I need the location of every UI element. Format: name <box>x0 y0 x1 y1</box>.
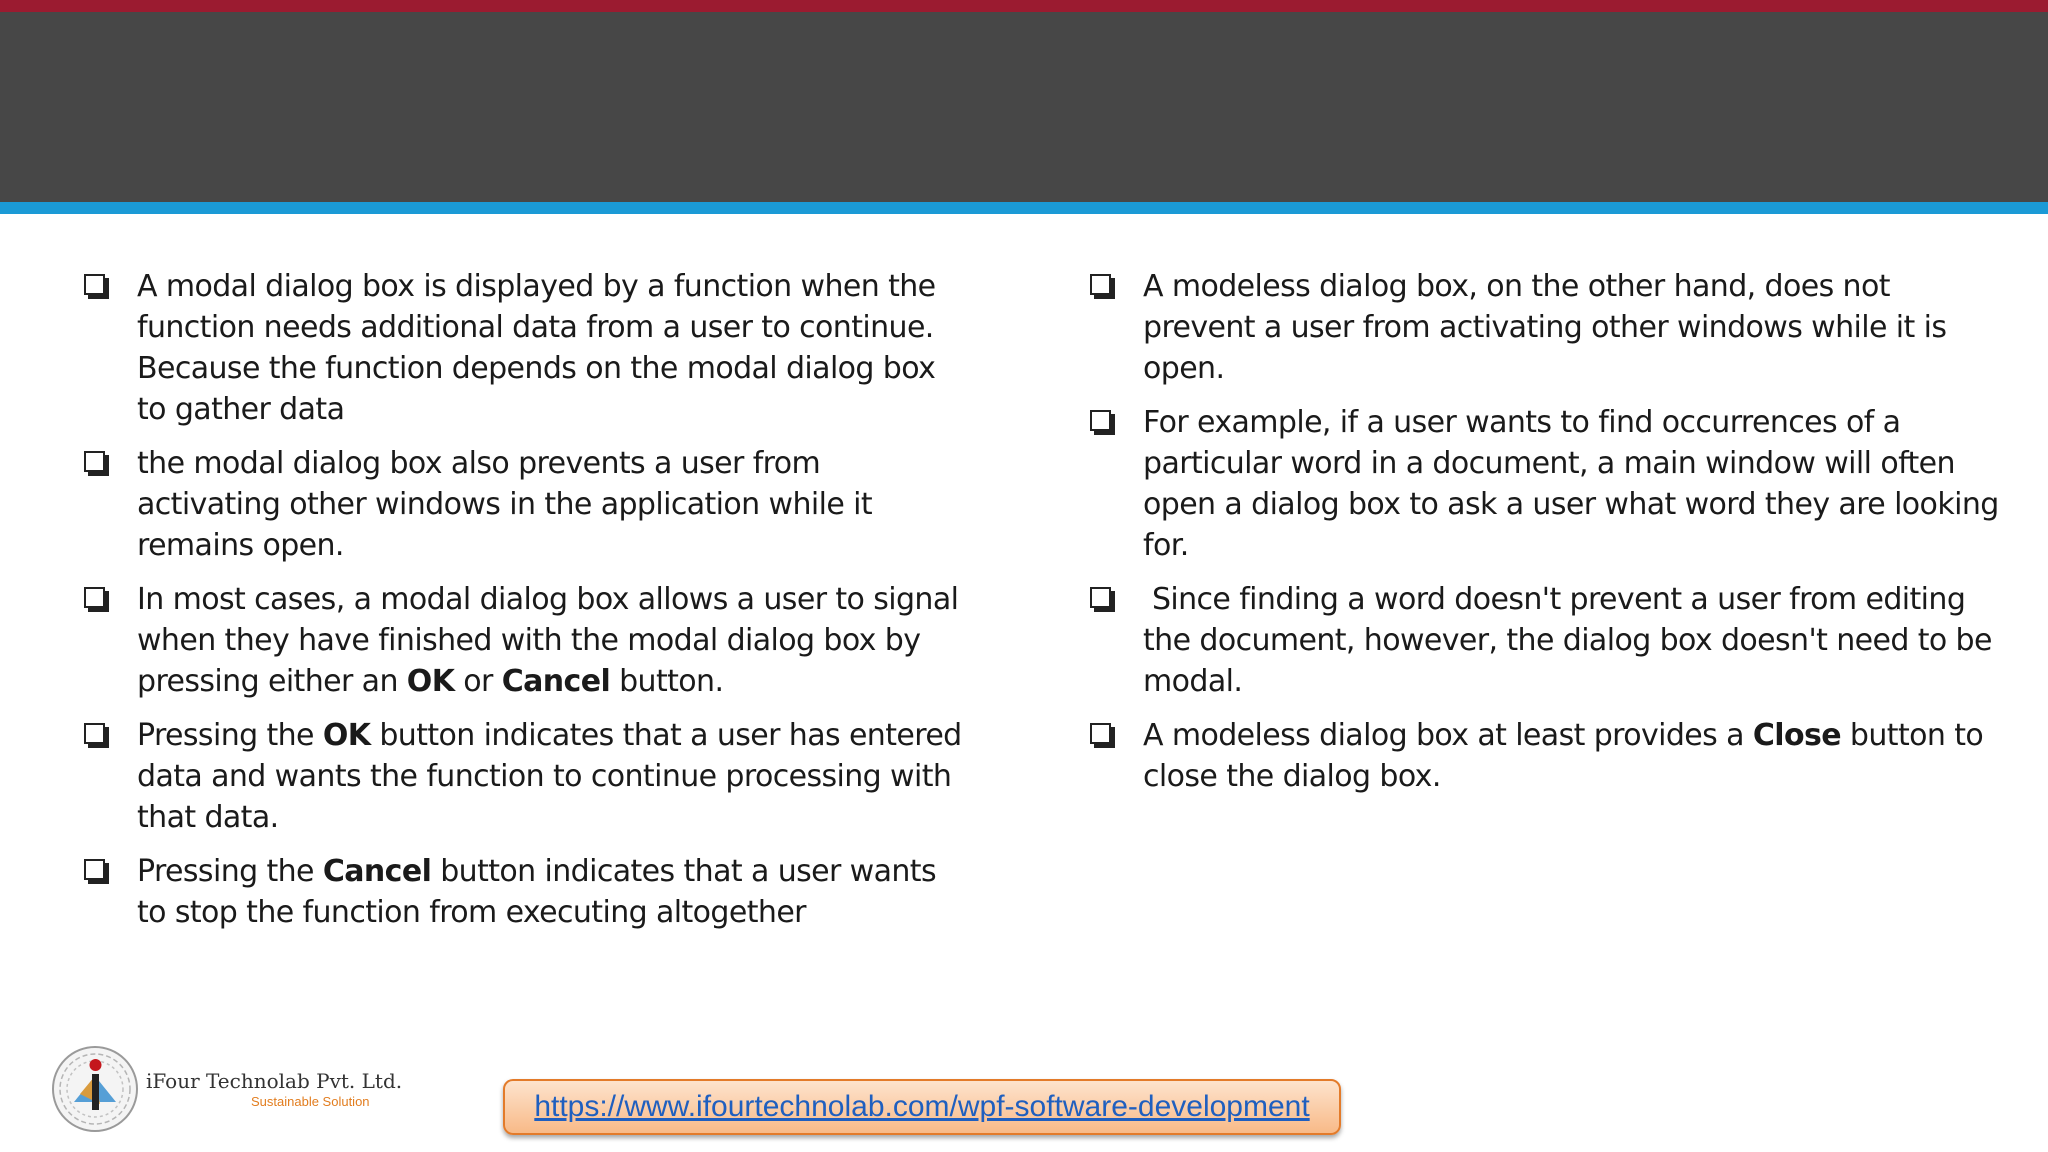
bullet-item: In most cases, a modal dialog box allows a user to signal when they have finished with the modal dialog box by pressing either an OK or Cancel button. <box>84 579 964 702</box>
bullet-item: Pressing the OK button indicates that a user has entered data and wants the function to continue processing with that data. <box>84 715 964 838</box>
ifour-logo-icon <box>50 1044 140 1134</box>
header-band <box>0 12 2048 202</box>
bullet-item: A modeless dialog box, on the other hand, does not prevent a user from activating other windows while it is open. <box>1090 266 2010 389</box>
bullet-item: A modeless dialog box at least provides a Close button to close the dialog box. <box>1090 715 2010 797</box>
left-column <box>84 266 964 946</box>
bullet-item: Since finding a word doesn't prevent a user from editing the document, however, the dialog box doesn't need to be modal. <box>1090 579 2010 702</box>
checkbox-bullet-icon <box>1090 723 1111 744</box>
checkbox-bullet-icon <box>1090 274 1111 295</box>
checkbox-bullet-icon <box>84 859 105 880</box>
bullet-item: the modal dialog box also prevents a user from activating other windows in the application while it remains open. <box>84 443 964 566</box>
checkbox-bullet-icon <box>84 451 105 472</box>
company-tagline: Sustainable Solution <box>251 1094 370 1109</box>
checkbox-bullet-icon <box>84 723 105 744</box>
url-banner <box>503 1079 1341 1135</box>
blue-accent-bar <box>0 202 2048 214</box>
right-column <box>1090 266 2010 810</box>
top-accent-bar <box>0 0 2048 12</box>
website-link[interactable]: https://www.ifourtechnolab.com/wpf-software-development <box>534 1090 1310 1123</box>
checkbox-bullet-icon <box>84 587 105 608</box>
bullet-item: Pressing the Cancel button indicates that a user wants to stop the function from executing altogether <box>84 851 964 933</box>
bullet-item: For example, if a user wants to find occurrences of a particular word in a document, a main window will often open a dialog box to ask a user what word they are looking for. <box>1090 402 2010 566</box>
bullet-item: A modal dialog box is displayed by a function when the function needs additional data from a user to continue. Because the function depends on the modal dialog box to gather data <box>84 266 964 430</box>
company-name: iFour Technolab Pvt. Ltd. <box>146 1069 403 1093</box>
checkbox-bullet-icon <box>1090 587 1111 608</box>
checkbox-bullet-icon <box>1090 410 1111 431</box>
checkbox-bullet-icon <box>84 274 105 295</box>
